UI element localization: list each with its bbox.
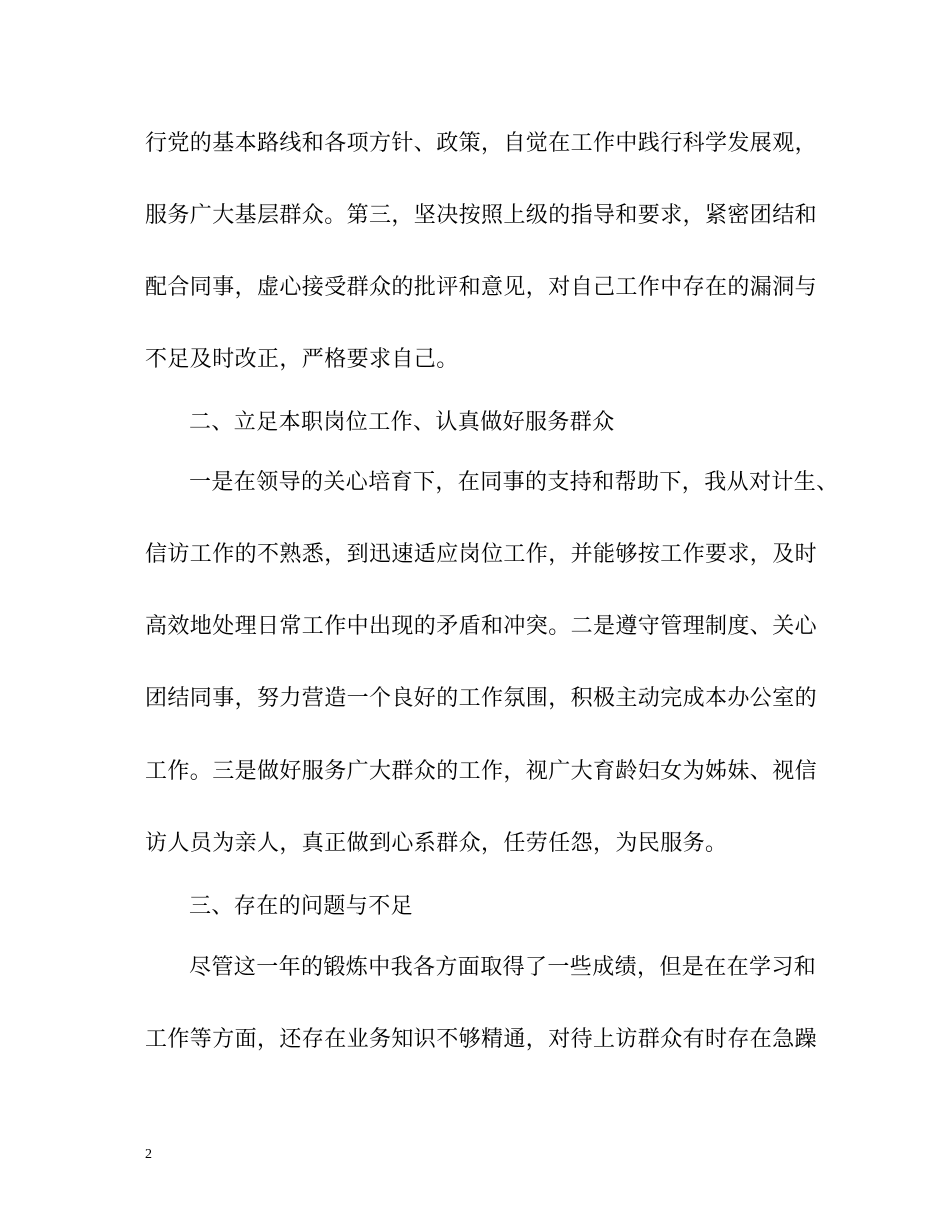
body-text-line: 信访工作的不熟悉，到迅速适应岗位工作，并能够按工作要求，及时 — [145, 542, 818, 567]
body-text-line: 高效地处理日常工作中出现的矛盾和冲突。二是遵守管理制度、关心 — [145, 614, 818, 639]
body-text-line: 工作等方面，还存在业务知识不够精通，对待上访群众有时存在急躁 — [145, 1027, 818, 1052]
body-text-line: 行党的基本路线和各项方针、政策，自觉在工作中践行科学发展观， — [145, 131, 818, 156]
body-text-line: 尽管这一年的锻炼中我各方面取得了一些成绩，但是在在学习和 — [189, 955, 817, 980]
body-text-line: 工作。三是做好服务广大群众的工作，视广大育龄妇女为姊妹、视信 — [145, 759, 818, 784]
body-text-line: 服务广大基层群众。第三，坚决按照上级的指导和要求，紧密团结和 — [145, 203, 818, 228]
page-number: 2 — [145, 1147, 152, 1162]
body-text-line: 一是在领导的关心培育下，在同事的支持和帮助下，我从对计生、 — [189, 470, 839, 495]
section-heading: 三、存在的问题与不足 — [189, 894, 414, 919]
body-text-line: 不足及时改正，严格要求自己。 — [145, 347, 459, 372]
body-text-line: 配合同事，虚心接受群众的批评和意见，对自己工作中存在的漏洞与 — [145, 275, 818, 300]
body-text-line: 团结同事，努力营造一个良好的工作氛围，积极主动完成本办公室的 — [145, 686, 818, 711]
section-heading: 二、立足本职岗位工作、认真做好服务群众 — [189, 410, 615, 435]
body-text-line: 访人员为亲人，真正做到心系群众，任劳任怨，为民服务。 — [145, 831, 728, 856]
